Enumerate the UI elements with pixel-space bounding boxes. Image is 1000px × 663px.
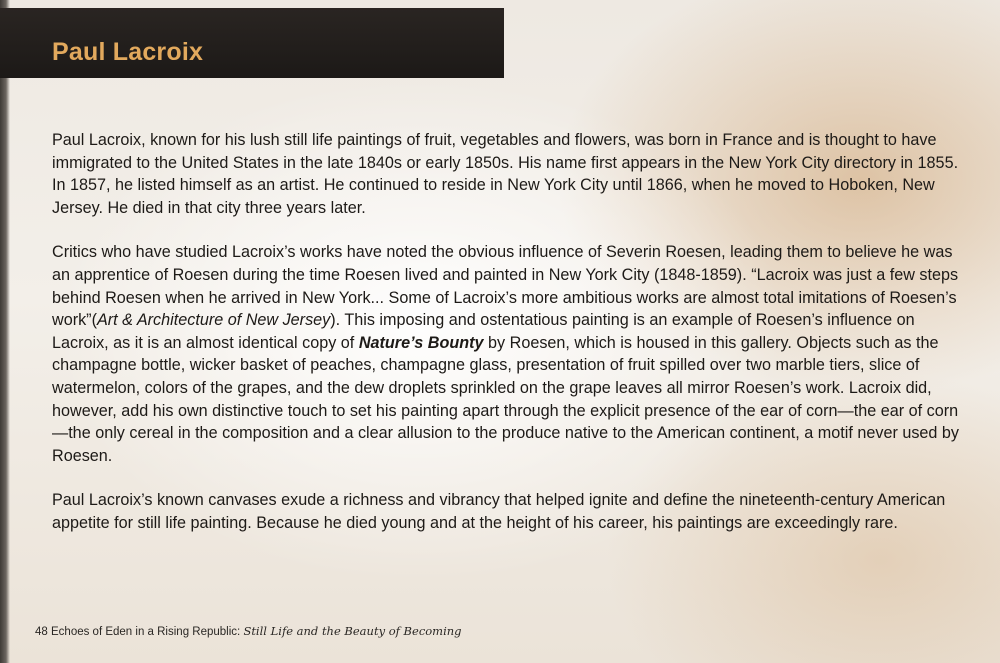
source-citation: Art & Architecture of New Jersey [96, 311, 331, 330]
paragraph-2-text-b: ). This imposing and ostentatious painting is an example of Roesen’s influence on Lacroix, as it is an almost identical copy of [52, 311, 915, 352]
page-binding-edge [0, 0, 10, 663]
paragraph-2-text-a: Critics who have studied Lacroix’s works have noted the obvious influence of Severin Roesen, leading them to believe he was an apprentice of Roesen during the time Roesen lived and painted in New York City (1848-1859). “Lacroix was just a few steps behind Roesen when he arrived in New York... Some of Lacroix’s more ambitious works are almost total imitations of Roesen’s work”( [52, 243, 959, 330]
paragraph-2-text-c: by Roesen, which is housed in this gallery. Objects such as the champagne bottle, wicker basket of peaches, champagne glass, presentation of fruit spilled over two marble tiers, slice of watermelon, colors of the grapes, and the dew droplets sprinkled on the grape leaves all mirror Roesen’s work. Lacroix did, however, add his own distinctive touch to set his painting apart through the explicit presence of the ear of corn—the ear of corn—the only cereal in the composition and a clear allusion to the produce native to the American continent, a motif never used by Roesen. [52, 333, 960, 465]
paragraph-3: Paul Lacroix’s known canvases exude a richness and vibrancy that helped ignite and define the nineteenth-century American appetite for still life painting. Because he died young and at the height of his career, his paintings are exceedingly rare. [52, 491, 946, 532]
book-title: Echoes of Eden in a Rising Republic: [51, 626, 241, 638]
paragraph-1: Paul Lacroix, known for his lush still life paintings of fruit, vegetables and flowers, was born in France and is thought to have immigrated to the United States in the late 1840s or early 1850s. His name first appears in the New York City directory in 1855. In 1857, he listed himself as an artist. He continued to reside in New York City until 1866, when he moved to Hoboken, New Jersey. He died in that city three years later. [52, 131, 959, 217]
artwork-title: Nature’s Bounty [358, 333, 484, 352]
page-footer [35, 624, 462, 638]
book-subtitle: Still Life and the Beauty of Becoming [243, 624, 462, 638]
paragraph-2 [52, 241, 964, 467]
page-number: 48 [35, 626, 48, 638]
article-body [52, 129, 964, 557]
page-title: Paul Lacroix [52, 38, 204, 66]
title-banner [0, 8, 504, 78]
